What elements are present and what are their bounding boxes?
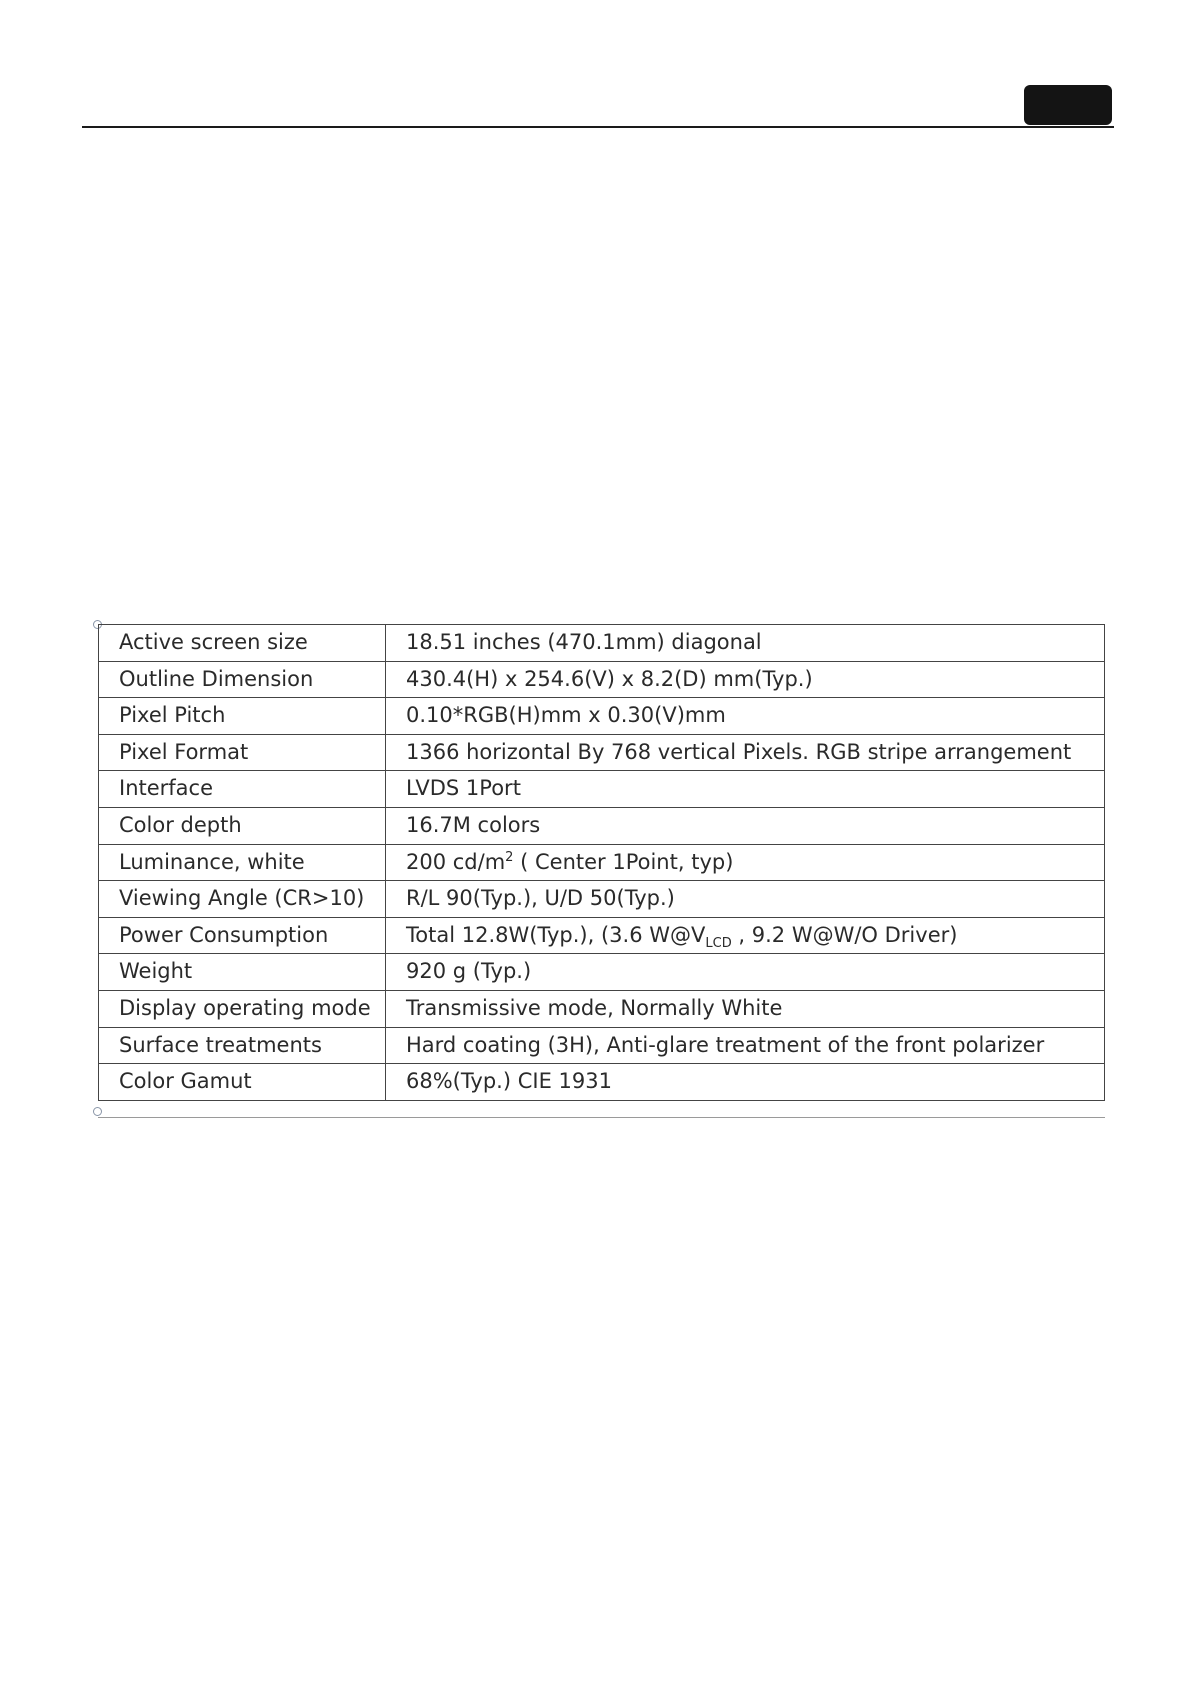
table-row — [99, 807, 1105, 844]
row-label-weight: Weight — [99, 954, 386, 991]
table-row — [99, 990, 1105, 1027]
row-label-luminance: Luminance, white — [99, 844, 386, 881]
row-label-power-consumption: Power Consumption — [99, 917, 386, 954]
table-row — [99, 698, 1105, 735]
spec-table — [98, 624, 1105, 1101]
row-value-power-consumption — [386, 917, 1105, 954]
row-label-color-gamut: Color Gamut — [99, 1064, 386, 1101]
row-value-color-depth: 16.7M colors — [386, 807, 1105, 844]
row-label-outline-dimension: Outline Dimension — [99, 661, 386, 698]
row-label-display-operating-mode: Display operating mode — [99, 990, 386, 1027]
row-value-color-gamut: 68%(Typ.) CIE 1931 — [386, 1064, 1105, 1101]
table-row — [99, 844, 1105, 881]
row-value-outline-dimension: 430.4(H) x 254.6(V) x 8.2(D) mm(Typ.) — [386, 661, 1105, 698]
row-label-viewing-angle: Viewing Angle (CR>10) — [99, 881, 386, 918]
table-bottom-rule — [98, 1117, 1105, 1118]
table-row — [99, 661, 1105, 698]
table-row — [99, 954, 1105, 991]
row-value-viewing-angle: R/L 90(Typ.), U/D 50(Typ.) — [386, 881, 1105, 918]
row-value-interface: LVDS 1Port — [386, 771, 1105, 808]
power-subscript: LCD — [705, 935, 732, 951]
row-label-pixel-format: Pixel Format — [99, 734, 386, 771]
row-label-active-screen-size: Active screen size — [99, 625, 386, 662]
power-value-main: Total 12.8W(Typ.), (3.6 W@V — [406, 922, 706, 947]
row-value-surface-treatments: Hard coating (3H), Anti-glare treatment of the front polarizer — [386, 1027, 1105, 1064]
header-rule — [82, 126, 1114, 128]
row-value-weight: 920 g (Typ.) — [386, 954, 1105, 991]
luminance-value-main: 200 cd/m — [406, 849, 506, 874]
table-row — [99, 625, 1105, 662]
table-row — [99, 881, 1105, 918]
row-label-color-depth: Color depth — [99, 807, 386, 844]
table-row — [99, 1027, 1105, 1064]
table-row — [99, 734, 1105, 771]
row-label-interface: Interface — [99, 771, 386, 808]
spec-table-container — [98, 624, 1105, 1101]
row-label-pixel-pitch: Pixel Pitch — [99, 698, 386, 735]
row-value-luminance — [386, 844, 1105, 881]
row-value-pixel-pitch: 0.10*RGB(H)mm x 0.30(V)mm — [386, 698, 1105, 735]
table-row — [99, 771, 1105, 808]
luminance-superscript: 2 — [505, 849, 514, 865]
row-value-display-operating-mode: Transmissive mode, Normally White — [386, 990, 1105, 1027]
row-label-surface-treatments: Surface treatments — [99, 1027, 386, 1064]
row-value-pixel-format: 1366 horizontal By 768 vertical Pixels. RGB stripe arrangement — [386, 734, 1105, 771]
table-resize-handle-bottom[interactable] — [93, 1107, 102, 1116]
table-row — [99, 1064, 1105, 1101]
table-row — [99, 917, 1105, 954]
power-value-rest: , 9.2 W@W/O Driver) — [731, 922, 958, 947]
luminance-value-note: ( Center 1Point, typ) — [513, 849, 734, 874]
header-badge — [1024, 85, 1112, 125]
row-value-active-screen-size: 18.51 inches (470.1mm) diagonal — [386, 625, 1105, 662]
